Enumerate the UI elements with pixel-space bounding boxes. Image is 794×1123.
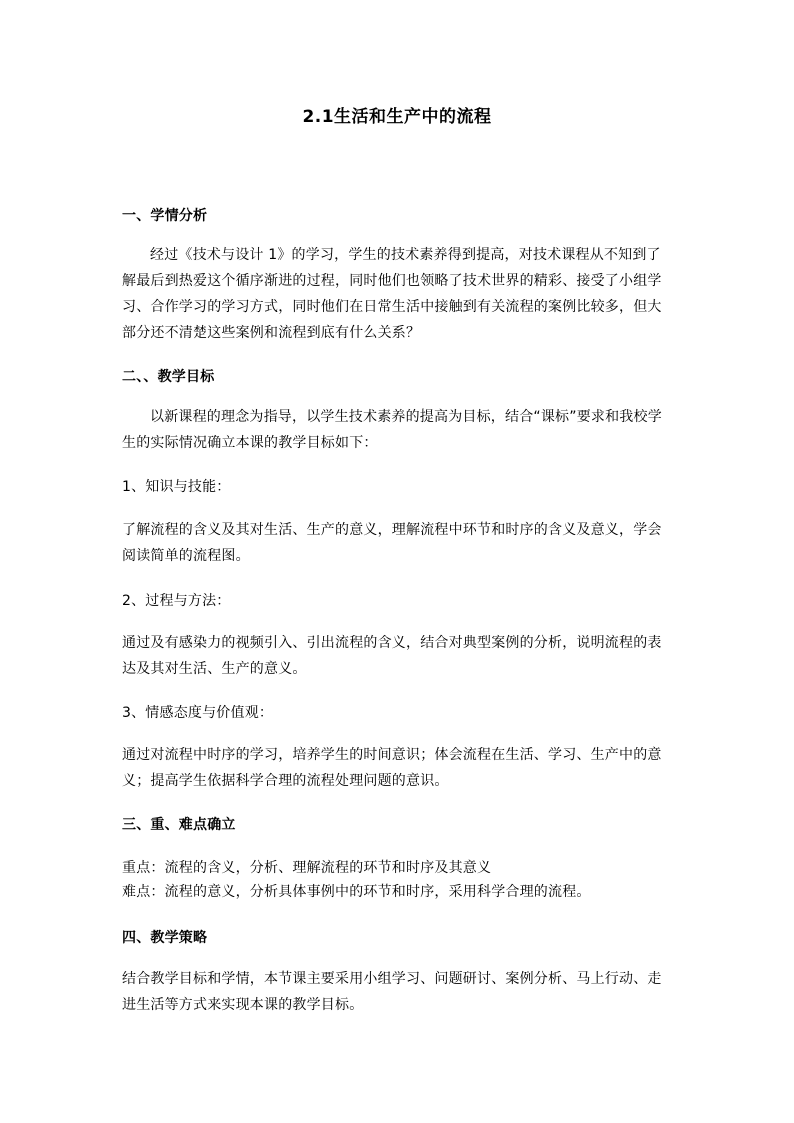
paragraph-text: 经过《技术与设计 1》的学习，学生的技术素养得到提高，对技术课程从不知到了解最后到热爱这个循序渐进的过程，同时他们也领略了技术世界的精彩、接受了小组学习、合作学习的学习方式，同时他们在日常生活中接触到有关流程的案例比较多，但大部分还不清楚这些案例和流程到底有什么关系？ [122,247,662,341]
strategy-paragraph [122,966,674,1018]
goal-item-label-knowledge: 1、知识与技能： [122,479,231,495]
section-heading-strategy: 四、教学策略 [122,930,208,946]
paragraph-text: 结合教学目标和学情，本节课主要采用小组学习、问题研讨、案例分析、马上行动、走进生活等方式来实现本课的教学目标。 [122,971,662,1013]
paragraph-text: 以新课程的理念为指导，以学生技术素养的提高为目标，结合“课标”要求和我校学生的实际情况确立本课的教学目标如下： [122,409,662,451]
goal-item-text-attitude [122,742,674,794]
learning-analysis-paragraph [122,242,674,346]
goal-item-label-process: 2、过程与方法： [122,593,231,609]
difficult-point-line: 难点：流程的意义，分析具体事例中的环节和时序，采用科学合理的流程。 [122,884,591,900]
teaching-goals-intro [122,404,674,456]
paragraph-text: 通过及有感染力的视频引入、引出流程的含义，结合对典型案例的分析，说明流程的表达及其对生活、生产的意义。 [122,635,662,677]
section-heading-key-points: 三、重、难点确立 [122,817,236,833]
goal-item-text-process [122,630,674,682]
paragraph-text: 通过对流程中时序的学习，培养学生的时间意识；体会流程在生活、学习、生产中的意义；提高学生依据科学合理的流程处理问题的意识。 [122,747,662,789]
section-heading-teaching-goals: 二、、教学目标 [122,369,215,385]
goal-item-text-knowledge [122,517,674,569]
section-heading-learning-analysis: 一、学情分析 [122,208,208,224]
paragraph-text: 了解流程的含义及其对生活、生产的意义，理解流程中环节和时序的含义及意义，学会阅读简单的流程图。 [122,522,662,564]
key-point-line: 重点：流程的含义，分析、理解流程的环节和时序及其意义 [122,860,492,876]
document-title: 2.1生活和生产中的流程 [302,107,492,127]
goal-item-label-attitude: 3、情感态度与价值观： [122,705,274,721]
